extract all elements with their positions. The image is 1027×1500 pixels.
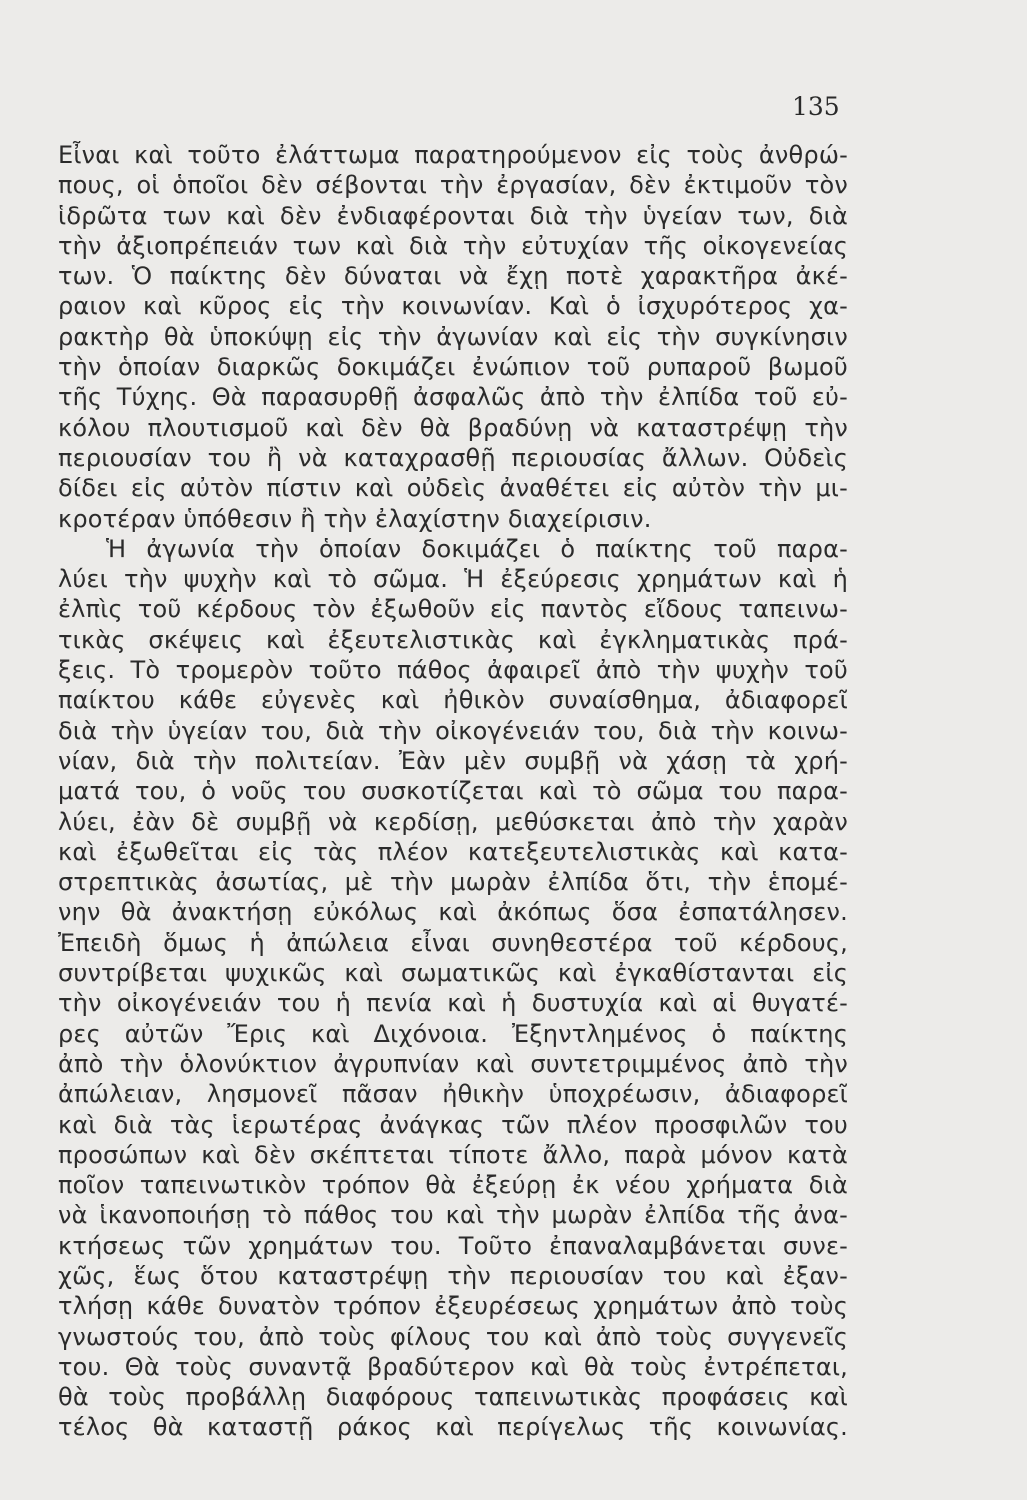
text-line: δίδει εἰς αὐτὸν πίστιν καὶ οὐδεὶς ἀναθέτει εἰς αὐτὸν τὴν μι- — [58, 474, 848, 503]
text-line: Εἶναι καὶ τοῦτο ἐλάττωμα παρατηρούμενον εἰς τοὺς ἀνθρώ- — [58, 141, 848, 169]
text-line: Ἡ ἀγωνία τὴν ὁποίαν δοκιμάζει ὁ παίκτης τοῦ παρα- — [106, 534, 848, 563]
text-line: νὰ ἱκανοποιήσῃ τὸ πάθος του καὶ τὴν μωρὰν ἐλπίδα τῆς ἀνα- — [58, 1201, 848, 1230]
text-line: προσώπων καὶ δὲν σκέπτεται τίποτε ἄλλο, παρὰ μόνον κατὰ — [58, 1140, 848, 1169]
text-line: παίκτου κάθε εὐγενὲς καὶ ἠθικὸν συναίσθημα, ἀδιαφορεῖ — [58, 686, 848, 715]
text-line: ματά του, ὁ νοῦς του συσκοτίζεται καὶ τὸ σῶμα του παρα- — [58, 777, 848, 806]
text-line: ραιον καὶ κῦρος εἰς τὴν κοινωνίαν. Καὶ ὁ ἰσχυρότερος χα- — [58, 292, 848, 321]
text-line: συντρίβεται ψυχικῶς καὶ σωματικῶς καὶ ἐγκαθίστανται εἰς — [58, 959, 848, 988]
page-number: 135 — [792, 92, 840, 121]
text-line: ποῖον ταπεινωτικὸν τρόπον θὰ ἐξεύρῃ ἐκ νέου χρήματα διὰ — [58, 1171, 848, 1200]
text-line: των. Ὁ παίκτης δὲν δύναται νὰ ἔχῃ ποτὲ χαρακτῆρα ἀκέ- — [58, 262, 848, 291]
text-line: τὴν ἀξιοπρέπειάν των καὶ διὰ τὴν εὐτυχίαν τῆς οἰκογενείας — [58, 231, 848, 260]
text-line: γνωστούς του, ἀπὸ τοὺς φίλους του καὶ ἀπὸ τοὺς συγγενεῖς — [58, 1322, 848, 1351]
text-line: τὴν οἰκογένειάν του ἡ πενία καὶ ἡ δυστυχία καὶ αἱ θυγατέ- — [58, 989, 848, 1018]
text-line: ἀπὸ τὴν ὁλονύκτιον ἀγρυπνίαν καὶ συντετριμμένος ἀπὸ τὴν — [58, 1049, 848, 1078]
text-line: διὰ τὴν ὑγείαν του, διὰ τὴν οἰκογένειάν του, διὰ τὴν κοινω- — [58, 716, 848, 745]
text-line: θὰ τοὺς προβάλλῃ διαφόρους ταπεινωτικὰς προφάσεις καὶ — [58, 1383, 848, 1412]
text-line: τλήσῃ κάθε δυνατὸν τρόπον ἐξευρέσεως χρημάτων ἀπὸ τοὺς — [58, 1292, 848, 1321]
text-line: νίαν, διὰ τὴν πολιτείαν. Ἐὰν μὲν συμβῇ νὰ χάσῃ τὰ χρή- — [58, 746, 848, 775]
text-line: κτήσεως τῶν χρημάτων του. Τοῦτο ἐπαναλαμβάνεται συνε- — [58, 1231, 848, 1260]
body-text — [58, 140, 848, 1443]
text-line: τικὰς σκέψεις καὶ ἐξευτελιστικὰς καὶ ἐγκληματικὰς πρά- — [58, 625, 848, 654]
text-line: ρακτὴρ θὰ ὑποκύψῃ εἰς τὴν ἀγωνίαν καὶ εἰς τὴν συγκίνησιν — [58, 322, 848, 351]
text-line: καὶ διὰ τὰς ἱερωτέρας ἀνάγκας τῶν πλέον προσφιλῶν του — [58, 1110, 848, 1139]
text-line: ρες αὐτῶν Ἔρις καὶ Διχόνοια. Ἐξηντλημένος ὁ παίκτης — [58, 1019, 848, 1048]
text-line: ἀπώλειαν, λησμονεῖ πᾶσαν ἠθικὴν ὑποχρέωσιν, ἀδιαφορεῖ — [58, 1080, 848, 1109]
text-line: καὶ ἐξωθεῖται εἰς τὰς πλέον κατεξευτελιστικὰς καὶ κατα- — [58, 837, 848, 866]
text-line: νην θὰ ἀνακτήσῃ εὐκόλως καὶ ἀκόπως ὅσα ἐσπατάλησεν. — [58, 898, 848, 927]
text-line: ἱδρῶτα των καὶ δὲν ἐνδιαφέρονται διὰ τὴν ὑγείαν των, διὰ — [58, 201, 848, 230]
text-line: λύει τὴν ψυχὴν καὶ τὸ σῶμα. Ἡ ἐξεύρεσις χρημάτων καὶ ἡ — [58, 565, 848, 594]
text-line: χῶς, ἕως ὅτου καταστρέψῃ τὴν περιουσίαν του καὶ ἐξαν- — [58, 1261, 848, 1290]
text-line: λύει, ἐὰν δὲ συμβῇ νὰ κερδίσῃ, μεθύσκεται ἀπὸ τὴν χαρὰν — [58, 807, 848, 836]
text-line: κόλου πλουτισμοῦ καὶ δὲν θὰ βραδύνῃ νὰ καταστρέψῃ τὴν — [58, 413, 848, 442]
text-line: του. Θὰ τοὺς συναντᾷ βραδύτερον καὶ θὰ τοὺς ἐντρέπεται, — [58, 1352, 848, 1381]
text-line: Ἐπειδὴ ὅμως ἡ ἀπώλεια εἶναι συνηθεστέρα τοῦ κέρδους, — [58, 928, 848, 957]
text-line: πους, οἱ ὁποῖοι δὲν σέβονται τὴν ἐργασίαν, δὲν ἐκτιμοῦν τὸν — [58, 171, 848, 200]
text-line: περιουσίαν του ἢ νὰ καταχρασθῇ περιουσίας ἄλλων. Οὐδεὶς — [58, 443, 848, 472]
text-line: ξεις. Τὸ τρομερὸν τοῦτο πάθος ἀφαιρεῖ ἀπὸ τὴν ψυχὴν τοῦ — [58, 656, 848, 685]
text-line: τὴν ὁποίαν διαρκῶς δοκιμάζει ἐνώπιον τοῦ ρυπαροῦ βωμοῦ — [58, 353, 848, 382]
text-line: στρεπτικὰς ἀσωτίας, μὲ τὴν μωρὰν ἐλπίδα ὅτι, τὴν ἑπομέ- — [58, 868, 848, 897]
text-line: κροτέραν ὑπόθεσιν ἢ τὴν ἐλαχίστην διαχείρισιν. — [58, 504, 652, 533]
text-line: ἐλπὶς τοῦ κέρδους τὸν ἐξωθοῦν εἰς παντὸς εἴδους ταπεινω- — [58, 595, 848, 624]
text-line: τῆς Τύχης. Θὰ παρασυρθῇ ἀσφαλῶς ἀπὸ τὴν ἐλπίδα τοῦ εὐ- — [58, 383, 848, 412]
text-line: τέλος θὰ καταστῇ ράκος καὶ περίγελως τῆς κοινωνίας. — [58, 1413, 848, 1442]
